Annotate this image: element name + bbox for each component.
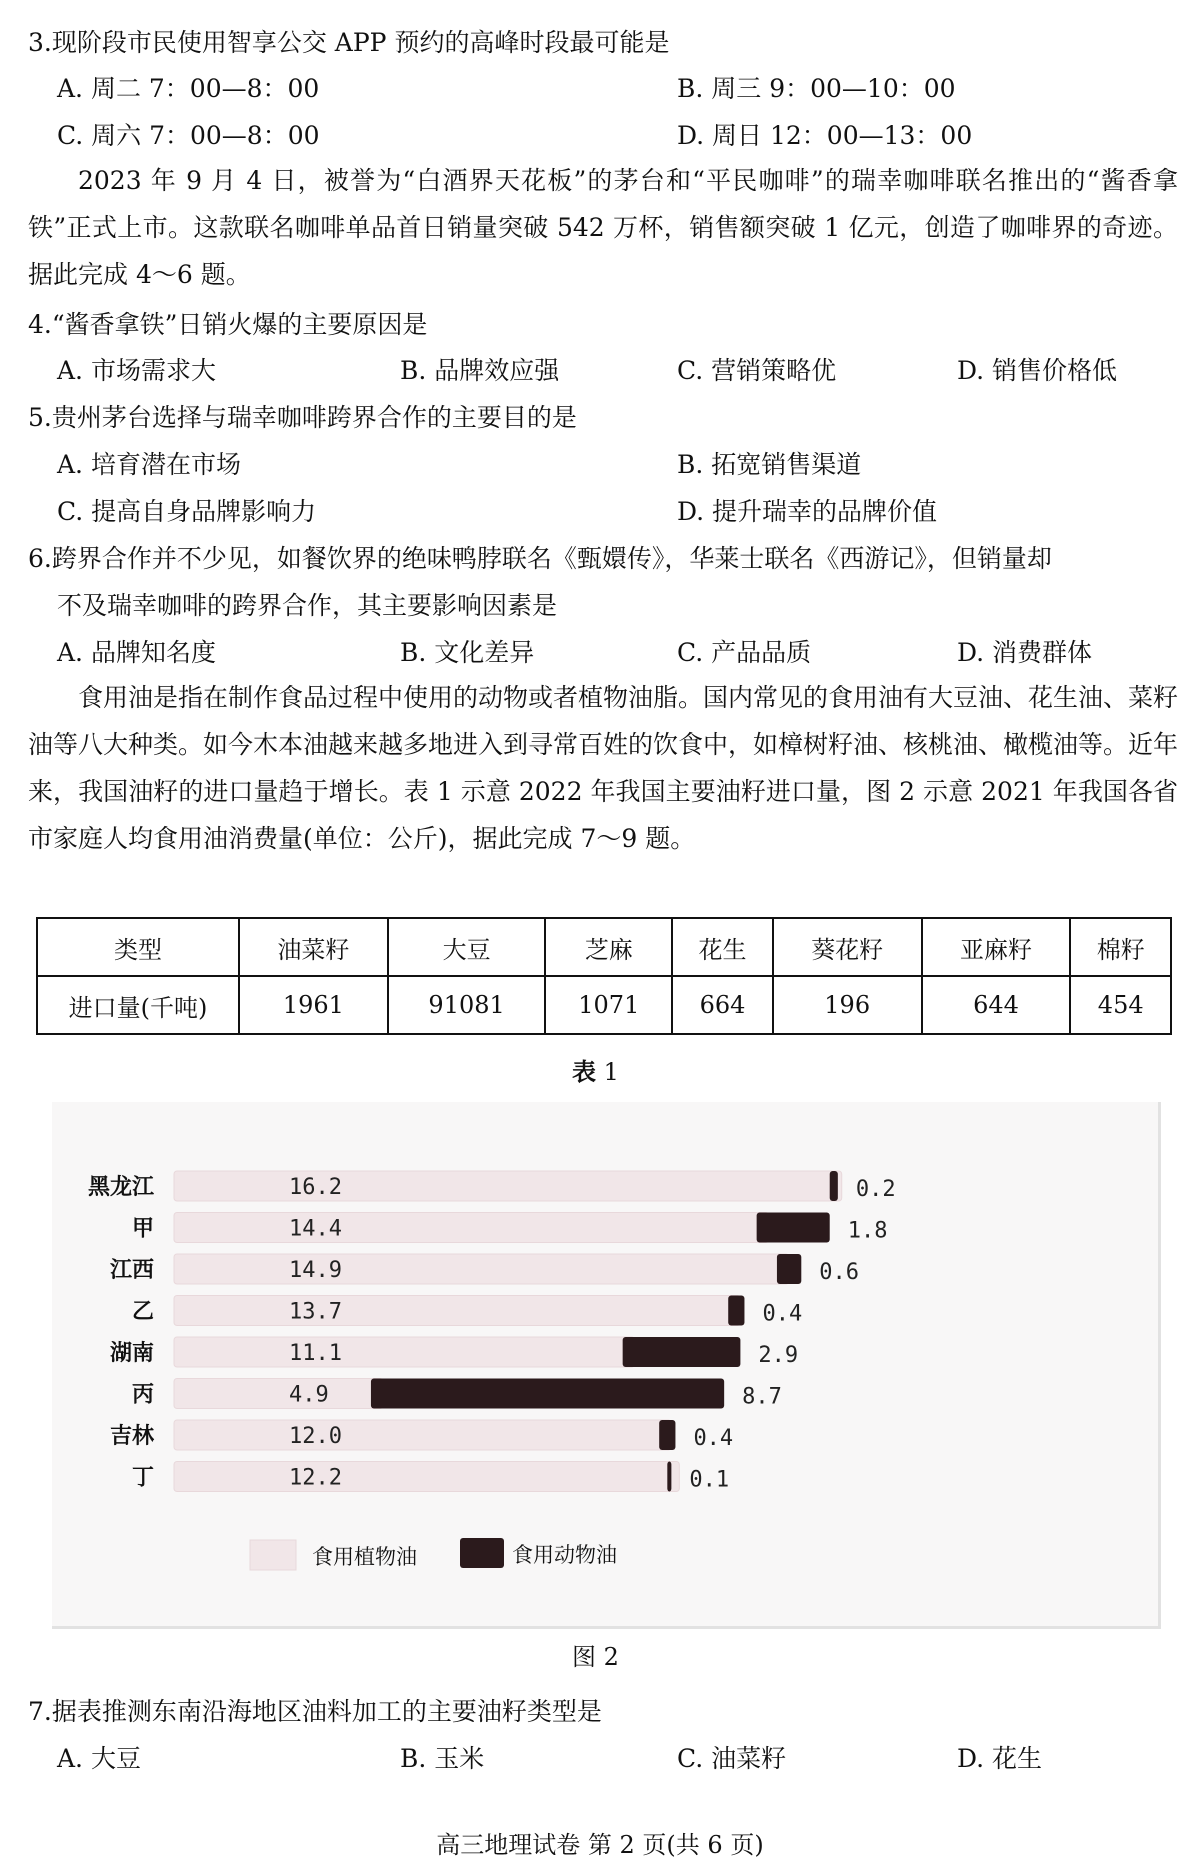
- data-label-plant: 14.4: [289, 1216, 342, 1242]
- q3-option-c: C. 周六 7：00—8：00: [57, 121, 320, 150]
- category-label: 黑龙江: [87, 1175, 154, 1200]
- table-cell: 644: [922, 976, 1071, 1034]
- bar-animal-oil: [777, 1254, 801, 1284]
- table-header-cell: 棉籽: [1070, 918, 1171, 976]
- q5-option-d: D. 提升瑞幸的品牌价值: [677, 497, 938, 526]
- q4-option-d: D. 销售价格低: [957, 356, 1118, 385]
- data-label-plant: 4.9: [289, 1382, 329, 1408]
- data-label-animal: 8.7: [742, 1384, 782, 1410]
- oil-consumption-chart: [52, 1102, 1158, 1626]
- bar-animal-oil: [667, 1462, 671, 1492]
- q7-option-c: C. 油菜籽: [677, 1744, 787, 1773]
- q3-option-a: A. 周二 7：00—8：00: [57, 74, 320, 103]
- bar-animal-oil: [830, 1171, 838, 1201]
- data-label-animal: 1.8: [847, 1218, 888, 1244]
- table-header-row: [37, 918, 1171, 976]
- table-header-cell: 葵花籽: [773, 918, 922, 976]
- legend-label-animal: 食用动物油: [512, 1543, 617, 1567]
- passage-latte: 2023 年 9 月 4 日，被誉为“白酒界天花板”的茅台和“平民咖啡”的瑞幸咖啡联名推出的“酱香拿铁”正式上市。这款联名咖啡单品首日销量突破 542 万杯，销售额突破 1 亿元，创造了咖啡界的奇迹。据此完成 4～6 题。: [28, 166, 1178, 289]
- table-cell: 1071: [545, 976, 672, 1034]
- table-header-cell: 花生: [672, 918, 773, 976]
- q3-stem: 3.现阶段市民使用智享公交 APP 预约的高峰时段最可能是: [28, 28, 670, 57]
- data-label-animal: 2.9: [758, 1343, 799, 1368]
- bar-plant-oil: [174, 1462, 679, 1492]
- data-label-animal: 0.6: [819, 1260, 860, 1285]
- table-caption-number: 1: [603, 1058, 619, 1086]
- category-label: 乙: [131, 1299, 154, 1325]
- q4-option-b: B. 品牌效应强: [400, 356, 560, 385]
- category-label: 江西: [109, 1258, 154, 1283]
- legend-swatch-plant: [250, 1540, 296, 1570]
- q4-option-c: C. 营销策略优: [677, 356, 837, 385]
- data-label-animal: 0.2: [855, 1177, 896, 1202]
- bar-animal-oil: [757, 1213, 830, 1243]
- data-label-animal: 0.4: [693, 1426, 734, 1451]
- q5-option-c: C. 提高自身品牌影响力: [57, 497, 317, 526]
- q7-stem: 7.据表推测东南沿海地区油料加工的主要油籽类型是: [28, 1697, 602, 1726]
- bar-animal-oil: [659, 1420, 675, 1450]
- table-header-cell: 亚麻籽: [922, 918, 1071, 976]
- q6-option-b: B. 文化差异: [400, 638, 535, 667]
- category-label: 甲: [131, 1216, 154, 1242]
- q5-stem: 5.贵州茅台选择与瑞幸咖啡跨界合作的主要目的是: [28, 403, 577, 432]
- q4-option-a: A. 市场需求大: [57, 356, 216, 385]
- bar-plant-oil: [174, 1379, 383, 1409]
- table-caption: [572, 1052, 619, 1087]
- data-label-animal: 0.1: [689, 1467, 730, 1493]
- bar-plant-oil: [174, 1337, 635, 1367]
- table-cell: 454: [1070, 976, 1171, 1034]
- data-label-plant: 11.1: [289, 1341, 342, 1366]
- q6-stem-line1: 6.跨界合作并不少见，如餐饮界的绝味鸭脖联名《甄嬛传》，华莱士联名《西游记》，但销量却: [28, 544, 1052, 573]
- table-cell: 1961: [239, 976, 388, 1034]
- page-footer: 高三地理试卷 第 2 页(共 6 页): [436, 1831, 764, 1859]
- q4-stem: 4.“酱香拿铁”日销火爆的主要原因是: [28, 310, 428, 339]
- figure-oil-consumption: [52, 1102, 1161, 1629]
- bar-plant-oil: [174, 1296, 740, 1326]
- bar-plant-oil: [174, 1171, 842, 1201]
- data-label-plant: 12.0: [289, 1424, 342, 1449]
- bar-plant-oil: [174, 1420, 671, 1450]
- legend-swatch-animal: [460, 1538, 504, 1568]
- passage-edible-oil: 食用油是指在制作食品过程中使用的动物或者植物油脂。国内常见的食用油有大豆油、花生油、菜籽油等八大种类。如今木本油越来越多地进入到寻常百姓的饮食中，如樟树籽油、核桃油、橄榄油等。近年来，我国油籽的进口量趋于增长。表 1 示意 2022 年我国主要油籽进口量，图 2 示意 2021 年我国各省市家庭人均食用油消费量(单位：公斤)，据此完成 7～9 题。: [28, 683, 1179, 853]
- q3-option-d: D. 周日 12：00—13：00: [677, 121, 973, 150]
- bar-animal-oil: [371, 1379, 724, 1409]
- q7-option-b: B. 玉米: [400, 1744, 485, 1773]
- q7-option-a: A. 大豆: [57, 1744, 141, 1773]
- category-label: 湖南: [109, 1341, 154, 1366]
- data-label-plant: 14.9: [289, 1258, 342, 1283]
- table-cell: 91081: [388, 976, 546, 1034]
- table-header-cell: 类型: [37, 918, 239, 976]
- q3-option-b: B. 周三 9：00—10：00: [677, 74, 956, 103]
- q5-option-a: A. 培育潜在市场: [57, 450, 241, 479]
- table-row: [37, 976, 1171, 1034]
- q6-option-c: C. 产品品质: [677, 638, 812, 667]
- data-label-plant: 12.2: [289, 1465, 342, 1491]
- bar-plant-oil: [174, 1254, 789, 1284]
- category-label: 丙: [131, 1382, 154, 1408]
- q6-option-d: D. 消费群体: [957, 638, 1093, 667]
- table-header-cell: 大豆: [388, 918, 546, 976]
- q5-option-b: B. 拓宽销售渠道: [677, 450, 862, 479]
- table-header-cell: 芝麻: [545, 918, 672, 976]
- q6-stem-line2: 不及瑞幸咖啡的跨界合作，其主要影响因素是: [57, 591, 558, 620]
- table-cell: 664: [672, 976, 773, 1034]
- figure-caption: 图 2: [572, 1643, 619, 1671]
- data-label-plant: 13.7: [289, 1299, 342, 1325]
- table-caption-label: 表: [572, 1057, 596, 1086]
- q7-option-d: D. 花生: [957, 1744, 1043, 1773]
- category-label: 吉林: [109, 1424, 154, 1449]
- table-oilseed-imports: [36, 917, 1172, 1035]
- data-label-plant: 16.2: [289, 1175, 342, 1200]
- category-label: 丁: [131, 1465, 154, 1491]
- table-cell: 进口量(千吨): [37, 976, 239, 1034]
- legend-label-plant: 食用植物油: [312, 1545, 417, 1569]
- q6-option-a: A. 品牌知名度: [57, 638, 216, 667]
- data-label-animal: 0.4: [762, 1301, 803, 1327]
- bar-animal-oil: [728, 1296, 744, 1326]
- table-header-cell: 油菜籽: [239, 918, 388, 976]
- bar-animal-oil: [623, 1337, 741, 1367]
- bar-plant-oil: [174, 1213, 769, 1243]
- table-cell: 196: [773, 976, 922, 1034]
